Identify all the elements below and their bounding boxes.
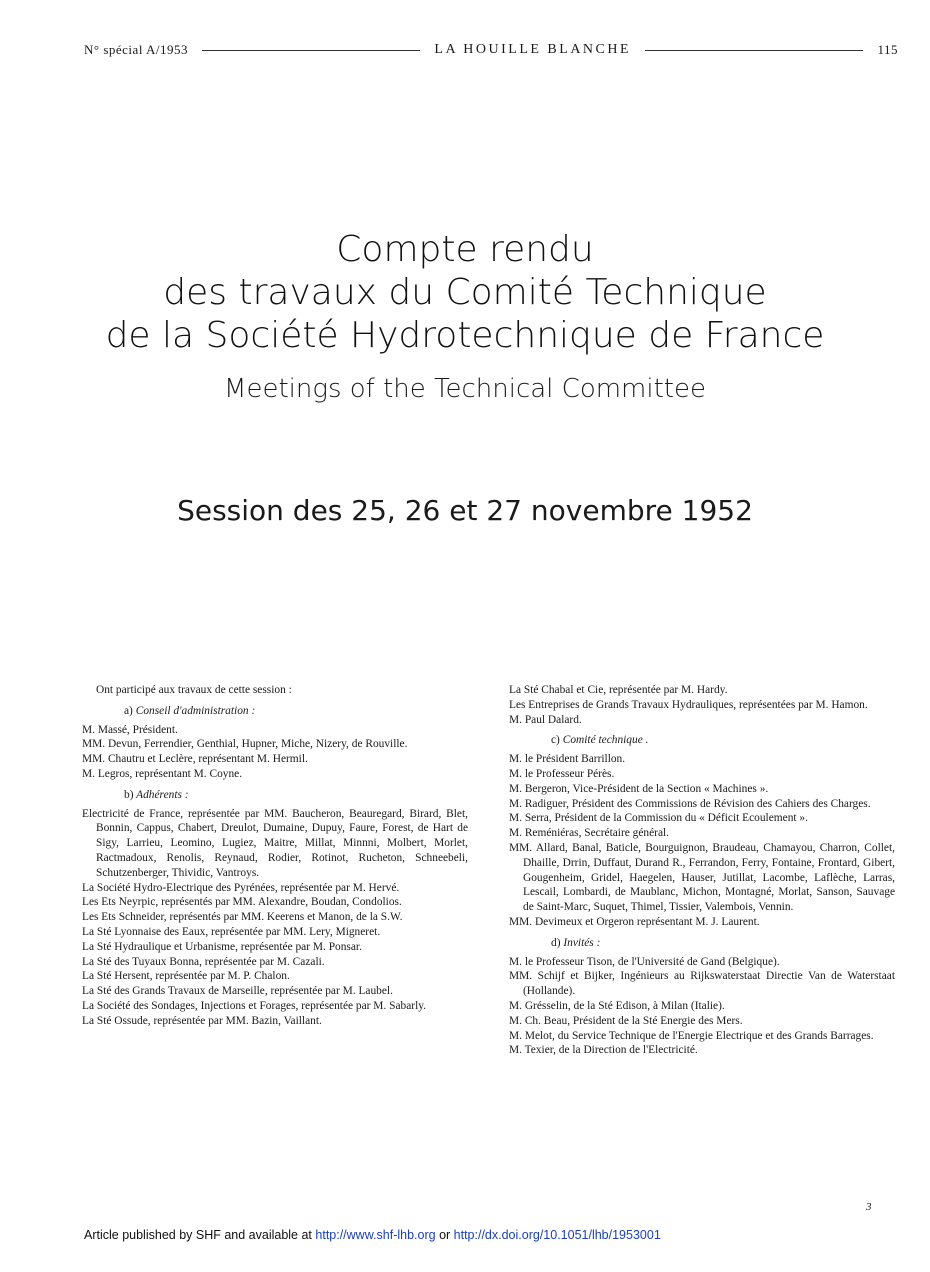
section-heading-a	[82, 704, 468, 719]
section-letter: a)	[124, 704, 133, 717]
title-line-1: Compte rendu	[336, 229, 594, 270]
section-label: Comité technique .	[562, 734, 649, 747]
page-number: 115	[877, 42, 898, 57]
journal-name: LA HOUILLE BLANCHE	[434, 42, 632, 57]
footer-prefix: Article published by SHF and available at	[84, 1228, 316, 1242]
header-rule-right	[645, 50, 863, 51]
list-item: Les Ets Neyrpic, représentés par MM. Alexandre, Boudan, Condolios.	[82, 896, 402, 909]
list-item: M. Radiguer, Président des Commissions de Révision des Cahiers des Charges.	[509, 797, 871, 810]
session-dates: Session des 25, 26 et 27 novembre 1952	[177, 494, 753, 527]
list-item: La Sté Lyonnaise des Eaux, représentée par MM. Lery, Migneret.	[82, 925, 381, 938]
section-heading-c	[509, 733, 895, 748]
page-signature-mark: 3	[866, 1201, 872, 1213]
list-item: M. Grésselin, de la Sté Edison, à Milan (Italie).	[509, 999, 725, 1012]
list-item: La Sté Hersent, représentée par M. P. Chalon.	[82, 970, 290, 983]
section-heading-d	[509, 936, 895, 951]
list-item: M. Reméniéras, Secrétaire général.	[509, 827, 670, 840]
list-item: La Sté des Grands Travaux de Marseille, représentée par M. Laubel.	[82, 985, 393, 998]
section-letter: c)	[551, 734, 560, 747]
title-block	[0, 228, 930, 405]
english-subtitle: Meetings of the Technical Committee	[224, 374, 706, 404]
list-item: La Sté Chabal et Cie, représentée par M. Hardy.	[509, 684, 728, 696]
section-letter: b)	[124, 788, 134, 801]
issue-label: N° spécial A/1953	[84, 42, 188, 57]
list-item: La Société des Sondages, Injections et Forages, représentée par M. Sabarly.	[82, 999, 427, 1012]
left-column	[82, 683, 468, 1029]
list-item: MM. Schijf et Bijker, Ingénieurs au Rijkswaterstaat Directie Van de Waterstaat (Hollande).	[509, 970, 895, 998]
section-label: Adhérents :	[136, 788, 189, 801]
list-item: M. Massé, Président.	[82, 723, 178, 736]
list-item: MM. Devimeux et Orgeron représentant M. J. Laurent.	[509, 915, 760, 928]
title-line-3: de la Société Hydrotechnique de France	[105, 315, 825, 356]
list-item: La Sté Hydraulique et Urbanisme, représentée par M. Ponsar.	[82, 940, 362, 953]
header-rule-left	[202, 50, 420, 51]
list-item: Electricité de France, représentée par MM. Baucheron, Beauregard, Birard, Blet, Bonnin, Cappus, Chabert, Dreulot, Dumaine, Dupuy, Faure, Forest, de Hart de Sigy, Larrieu, Leomino, Lugiez, Maitre, Millat, Minnni, Molbert, Morlet, Ractmadoux, Renolis, Reynaud, Rodier, Rotinot, Rucheton, Schneebeli, Schutzenberger, Thividic, Vantroys.	[82, 807, 468, 879]
list-item: M. Legros, représentant M. Coyne.	[82, 767, 243, 780]
list-item: M. Paul Dalard.	[509, 713, 582, 726]
right-column	[509, 683, 895, 1058]
footer-note	[84, 1228, 661, 1242]
list-item: La Sté des Tuyaux Bonna, représentée par M. Cazali.	[82, 955, 325, 968]
list-item: M. Ch. Beau, Président de la Sté Energie des Mers.	[509, 1014, 743, 1027]
list-item: Les Ets Schneider, représentés par MM. Keerens et Manon, de la S.W.	[82, 911, 403, 924]
section-heading-b	[82, 788, 468, 803]
footer-middle: or	[435, 1228, 454, 1242]
list-item: MM. Devun, Ferrendier, Genthial, Hupner, Miche, Nizery, de Rouville.	[82, 738, 408, 751]
list-item: M. le Professeur Pérès.	[509, 767, 615, 780]
doi-link[interactable]: http://dx.doi.org/10.1051/lhb/1953001	[453, 1228, 661, 1242]
list-item: M. Bergeron, Vice-Président de la Section « Machines ».	[509, 782, 769, 795]
list-item: La Société Hydro-Electrique des Pyrénées, représentée par M. Hervé.	[82, 881, 400, 894]
list-item: M. Texier, de la Direction de l'Electricité.	[509, 1044, 698, 1057]
list-item: La Sté Ossude, représentée par MM. Bazin, Vaillant.	[82, 1014, 322, 1027]
list-item: M. le Président Barrillon.	[509, 753, 626, 766]
list-item: MM. Allard, Banal, Baticle, Bourguignon, Braudeau, Chamayou, Charron, Collet, Dhaille, Drrin, Duffaut, Durand R., Ferrandon, Ferry, Fontaine, Frontard, Gibert, Gougenheim, Gridel, Haegelen, Hauser, Jutillat, Lacombe, Laflèche, Larras, Lescail, Lombardi, de Maublanc, Michon, Montagné, Morlat, Sanson, Sauvage de Saint-Marc, Suquet, Thimel, Tissier, Valembois, Vennin.	[509, 841, 895, 914]
list-item: Les Entreprises de Grands Travaux Hydrauliques, représentées par M. Hamon.	[509, 698, 868, 711]
list-item: MM. Chautru et Leclère, représentant M. Hermil.	[82, 753, 308, 766]
section-label: Invités :	[563, 936, 601, 949]
title-line-2: des travaux du Comité Technique	[163, 272, 767, 313]
running-header	[84, 40, 898, 60]
list-item: M. Melot, du Service Technique de l'Energie Electrique et des Grands Barrages.	[509, 1029, 874, 1042]
section-letter: d)	[551, 936, 561, 949]
section-label: Conseil d'administration :	[135, 704, 256, 717]
shf-website-link[interactable]: http://www.shf-lhb.org	[315, 1228, 436, 1242]
list-item: M. le Professeur Tison, de l'Université de Gand (Belgique).	[509, 955, 780, 968]
list-item: M. Serra, Président de la Commission du « Déficit Ecoulement ».	[509, 812, 808, 825]
intro-text: Ont participé aux travaux de cette session :	[96, 684, 292, 696]
